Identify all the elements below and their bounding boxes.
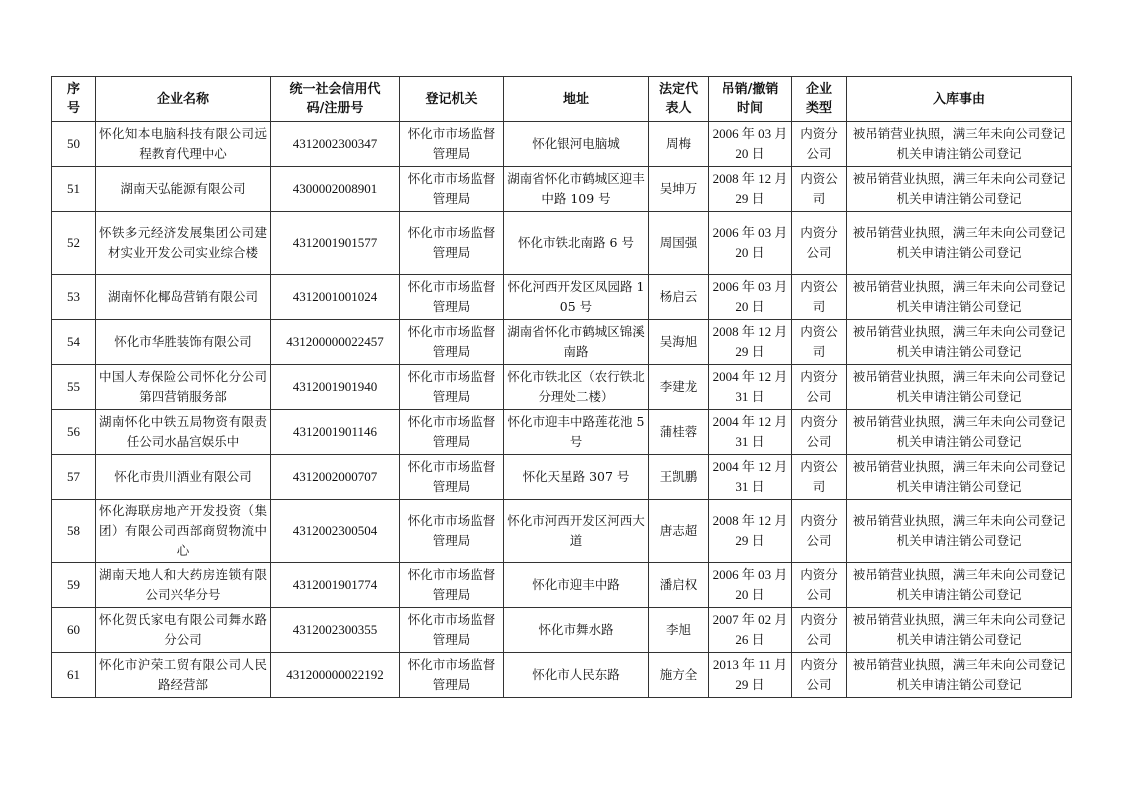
- cell-company-name: 怀化市华胜装饰有限公司: [96, 320, 271, 365]
- table-row: [52, 563, 1072, 608]
- cell-company-name: 怀铁多元经济发展集团公司建材实业开发公司实业综合楼: [96, 212, 271, 275]
- cell-address: 怀化市河西开发区河西大道: [504, 500, 649, 563]
- cell-credit-code: 4312002300504: [271, 500, 400, 563]
- table-row: [52, 167, 1072, 212]
- cell-enterprise-type: 内资分公司: [792, 653, 847, 698]
- cell-enterprise-type: 内资分公司: [792, 212, 847, 275]
- cell-registration-authority: 怀化市市场监督管理局: [400, 167, 504, 212]
- cell-no: 55: [52, 365, 96, 410]
- cell-no: 50: [52, 122, 96, 167]
- cell-credit-code: 431200000022192: [271, 653, 400, 698]
- table-row: [52, 365, 1072, 410]
- cell-registration-authority: 怀化市市场监督管理局: [400, 653, 504, 698]
- table-header-row: [52, 77, 1072, 122]
- header-address-text: 地址: [562, 91, 589, 107]
- cell-company-name: 怀化知本电脑科技有限公司远程教育代理中心: [96, 122, 271, 167]
- cell-enterprise-type: 内资公司: [792, 275, 847, 320]
- cell-enterprise-type: 内资分公司: [792, 608, 847, 653]
- header-code: [271, 77, 400, 122]
- cell-no: 52: [52, 212, 96, 275]
- header-name-text: 企业名称: [156, 91, 209, 107]
- cell-legal-representative: 蒲桂蓉: [649, 410, 709, 455]
- cell-company-name: 中国人寿保险公司怀化分公司第四营销服务部: [96, 365, 271, 410]
- cell-credit-code: 4312002300355: [271, 608, 400, 653]
- cell-revocation-date: 2008 年 12 月 29 日: [709, 167, 792, 212]
- cell-registration-authority: 怀化市市场监督管理局: [400, 455, 504, 500]
- cell-registration-authority: 怀化市市场监督管理局: [400, 500, 504, 563]
- cell-credit-code: 4300002008901: [271, 167, 400, 212]
- cell-credit-code: 4312001901774: [271, 563, 400, 608]
- cell-registration-authority: 怀化市市场监督管理局: [400, 563, 504, 608]
- cell-enterprise-type: 内资分公司: [792, 500, 847, 563]
- table-row: [52, 122, 1072, 167]
- table-row: [52, 608, 1072, 653]
- cell-reason: 被吊销营业执照，满三年未向公司登记机关申请注销公司登记: [847, 320, 1072, 365]
- header-no: [52, 77, 96, 122]
- cell-revocation-date: 2006 年 03 月 20 日: [709, 122, 792, 167]
- header-authority: [400, 77, 504, 122]
- cell-reason: 被吊销营业执照，满三年未向公司登记机关申请注销公司登记: [847, 563, 1072, 608]
- cell-company-name: 湖南怀化椰岛营销有限公司: [96, 275, 271, 320]
- cell-revocation-date: 2006 年 03 月 20 日: [709, 212, 792, 275]
- cell-registration-authority: 怀化市市场监督管理局: [400, 365, 504, 410]
- header-date-text: 吊销/撤销 时间: [721, 82, 779, 116]
- header-reason-text: 入库事由: [932, 91, 985, 107]
- cell-no: 60: [52, 608, 96, 653]
- cell-credit-code: 431200000022457: [271, 320, 400, 365]
- cell-address: 湖南省怀化市鹤城区迎丰中路 109 号: [504, 167, 649, 212]
- cell-company-name: 怀化市贵川酒业有限公司: [96, 455, 271, 500]
- cell-reason: 被吊销营业执照，满三年未向公司登记机关申请注销公司登记: [847, 275, 1072, 320]
- cell-credit-code: 4312001901940: [271, 365, 400, 410]
- cell-registration-authority: 怀化市市场监督管理局: [400, 275, 504, 320]
- cell-legal-representative: 周国强: [649, 212, 709, 275]
- cell-revocation-date: 2008 年 12 月 29 日: [709, 320, 792, 365]
- cell-credit-code: 4312002000707: [271, 455, 400, 500]
- cell-company-name: 怀化市沪荣工贸有限公司人民路经营部: [96, 653, 271, 698]
- cell-reason: 被吊销营业执照，满三年未向公司登记机关申请注销公司登记: [847, 122, 1072, 167]
- cell-revocation-date: 2006 年 03 月 20 日: [709, 563, 792, 608]
- cell-legal-representative: 杨启云: [649, 275, 709, 320]
- cell-enterprise-type: 内资公司: [792, 320, 847, 365]
- header-authority-text: 登记机关: [425, 91, 478, 107]
- header-code-text: 统一社会信用代 码/注册号: [289, 82, 381, 116]
- cell-enterprise-type: 内资分公司: [792, 122, 847, 167]
- cell-no: 59: [52, 563, 96, 608]
- cell-revocation-date: 2008 年 12 月 29 日: [709, 500, 792, 563]
- header-date: [709, 77, 792, 122]
- cell-address: 怀化银河电脑城: [504, 122, 649, 167]
- cell-no: 51: [52, 167, 96, 212]
- header-type: [792, 77, 847, 122]
- cell-credit-code: 4312001001024: [271, 275, 400, 320]
- cell-revocation-date: 2013 年 11 月 29 日: [709, 653, 792, 698]
- cell-address: 怀化市人民东路: [504, 653, 649, 698]
- cell-revocation-date: 2007 年 02 月 26 日: [709, 608, 792, 653]
- cell-credit-code: 4312002300347: [271, 122, 400, 167]
- cell-legal-representative: 施方全: [649, 653, 709, 698]
- cell-reason: 被吊销营业执照，满三年未向公司登记机关申请注销公司登记: [847, 167, 1072, 212]
- cell-address: 怀化市迎丰中路: [504, 563, 649, 608]
- cell-legal-representative: 李旭: [649, 608, 709, 653]
- cell-company-name: 湖南怀化中铁五局物资有限责任公司水晶宫娱乐中: [96, 410, 271, 455]
- cell-company-name: 湖南天地人和大药房连锁有限公司兴华分号: [96, 563, 271, 608]
- cell-registration-authority: 怀化市市场监督管理局: [400, 608, 504, 653]
- cell-enterprise-type: 内资分公司: [792, 410, 847, 455]
- cell-address: 怀化市铁北南路 6 号: [504, 212, 649, 275]
- header-name: [96, 77, 271, 122]
- cell-reason: 被吊销营业执照，满三年未向公司登记机关申请注销公司登记: [847, 410, 1072, 455]
- table-row: [52, 455, 1072, 500]
- cell-legal-representative: 吴坤万: [649, 167, 709, 212]
- cell-reason: 被吊销营业执照，满三年未向公司登记机关申请注销公司登记: [847, 455, 1072, 500]
- cell-no: 61: [52, 653, 96, 698]
- cell-enterprise-type: 内资公司: [792, 455, 847, 500]
- header-reason: [847, 77, 1072, 122]
- cell-legal-representative: 潘启权: [649, 563, 709, 608]
- cell-reason: 被吊销营业执照，满三年未向公司登记机关申请注销公司登记: [847, 500, 1072, 563]
- cell-enterprise-type: 内资公司: [792, 167, 847, 212]
- cell-revocation-date: 2004 年 12 月 31 日: [709, 365, 792, 410]
- cell-address: 怀化河西开发区凤园路 105 号: [504, 275, 649, 320]
- cell-legal-representative: 唐志超: [649, 500, 709, 563]
- cell-address: 湖南省怀化市鹤城区锦溪南路: [504, 320, 649, 365]
- cell-registration-authority: 怀化市市场监督管理局: [400, 320, 504, 365]
- cell-no: 58: [52, 500, 96, 563]
- cell-no: 53: [52, 275, 96, 320]
- cell-no: 57: [52, 455, 96, 500]
- cell-registration-authority: 怀化市市场监督管理局: [400, 212, 504, 275]
- cell-reason: 被吊销营业执照，满三年未向公司登记机关申请注销公司登记: [847, 653, 1072, 698]
- table-row: [52, 320, 1072, 365]
- cell-address: 怀化市迎丰中路莲花池 5 号: [504, 410, 649, 455]
- table-row: [52, 410, 1072, 455]
- cell-registration-authority: 怀化市市场监督管理局: [400, 410, 504, 455]
- cell-reason: 被吊销营业执照，满三年未向公司登记机关申请注销公司登记: [847, 365, 1072, 410]
- table-row: [52, 275, 1072, 320]
- table-body: [52, 122, 1072, 698]
- cell-revocation-date: 2006 年 03 月 20 日: [709, 275, 792, 320]
- header-rep-text: 法定代 表人: [658, 82, 698, 116]
- cell-enterprise-type: 内资分公司: [792, 365, 847, 410]
- cell-company-name: 怀化贺氏家电有限公司舞水路分公司: [96, 608, 271, 653]
- cell-address: 怀化市铁北区（农行铁北分理处二楼）: [504, 365, 649, 410]
- cell-legal-representative: 周梅: [649, 122, 709, 167]
- cell-company-name: 湖南天弘能源有限公司: [96, 167, 271, 212]
- table-row: [52, 500, 1072, 563]
- revoked-enterprise-table: [51, 76, 1072, 698]
- table-row: [52, 653, 1072, 698]
- cell-legal-representative: 王凯鹏: [649, 455, 709, 500]
- cell-reason: 被吊销营业执照，满三年未向公司登记机关申请注销公司登记: [847, 608, 1072, 653]
- document-page: [51, 76, 1071, 698]
- cell-no: 54: [52, 320, 96, 365]
- cell-legal-representative: 李建龙: [649, 365, 709, 410]
- header-address: [504, 77, 649, 122]
- cell-registration-authority: 怀化市市场监督管理局: [400, 122, 504, 167]
- cell-address: 怀化市舞水路: [504, 608, 649, 653]
- cell-address: 怀化天星路 307 号: [504, 455, 649, 500]
- cell-legal-representative: 吴海旭: [649, 320, 709, 365]
- header-type-text: 企业 类型: [805, 82, 832, 116]
- cell-company-name: 怀化海联房地产开发投资（集团）有限公司西部商贸物流中心: [96, 500, 271, 563]
- header-rep: [649, 77, 709, 122]
- cell-credit-code: 4312001901577: [271, 212, 400, 275]
- cell-no: 56: [52, 410, 96, 455]
- cell-enterprise-type: 内资分公司: [792, 563, 847, 608]
- cell-revocation-date: 2004 年 12 月 31 日: [709, 410, 792, 455]
- cell-reason: 被吊销营业执照，满三年未向公司登记机关申请注销公司登记: [847, 212, 1072, 275]
- header-no-text: 序 号: [66, 82, 80, 116]
- cell-revocation-date: 2004 年 12 月 31 日: [709, 455, 792, 500]
- cell-credit-code: 4312001901146: [271, 410, 400, 455]
- table-row: [52, 212, 1072, 275]
